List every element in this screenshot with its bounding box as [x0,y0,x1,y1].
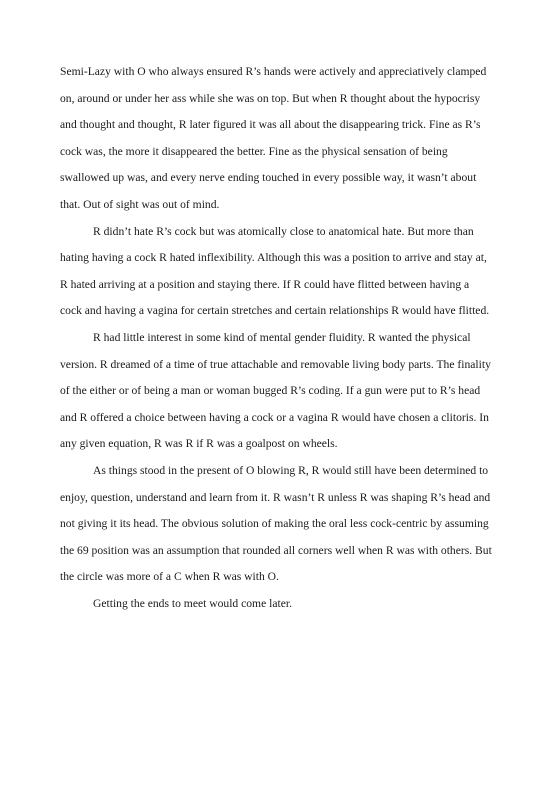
paragraph-4: As things stood in the present of O blowing R, R would still have been determined to enjoy, question, understand and learn from it. R wasn’t R unless R was shaping R’s head and not giving it its head. The obvious solution of making the oral less cock-centric by assuming the 69 position was an assumption that rounded all corners well when R was with others. But the circle was more of a C when R was with O. [60,463,492,584]
paragraph-2: R didn’t hate R’s cock but was atomically close to anatomical hate. But more than hating having a cock R hated inflexibility. Although this was a position to arrive and stay at, R hated arriving at a position and staying there. If R could have flitted between having a cock and having a vagina for certain stretches and certain relationships R would have flitted. [60,224,490,318]
paragraph-5: Getting the ends to meet would come later. [93,596,292,610]
paragraph-1: Semi-Lazy with O who always ensured R’s hands were actively and appreciatively clamped on, around or under her ass while she was on top. But when R thought about the hypocrisy and thought and thought, R later figured it was all about the disappearing trick. Fine as R’s cock was, the more it disappeared the better. Fine as the physical sensation of being swallowed up was, and every nerve ending touched in every possible way, it wasn’t about that. Out of sight was out of mind. [60,65,487,211]
body-text [60,59,492,617]
paragraph-3: R had little interest in some kind of mental gender fluidity. R wanted the physical version. R dreamed of a time of true attachable and removable living body parts. The finality of the either or of being a man or woman bugged R’s coding. If a gun were put to R’s head and R offered a choice between having a cock or a vagina R would have chosen a clitoris. In any given equation, R was R if R was a goalpost on wheels. [60,330,491,451]
